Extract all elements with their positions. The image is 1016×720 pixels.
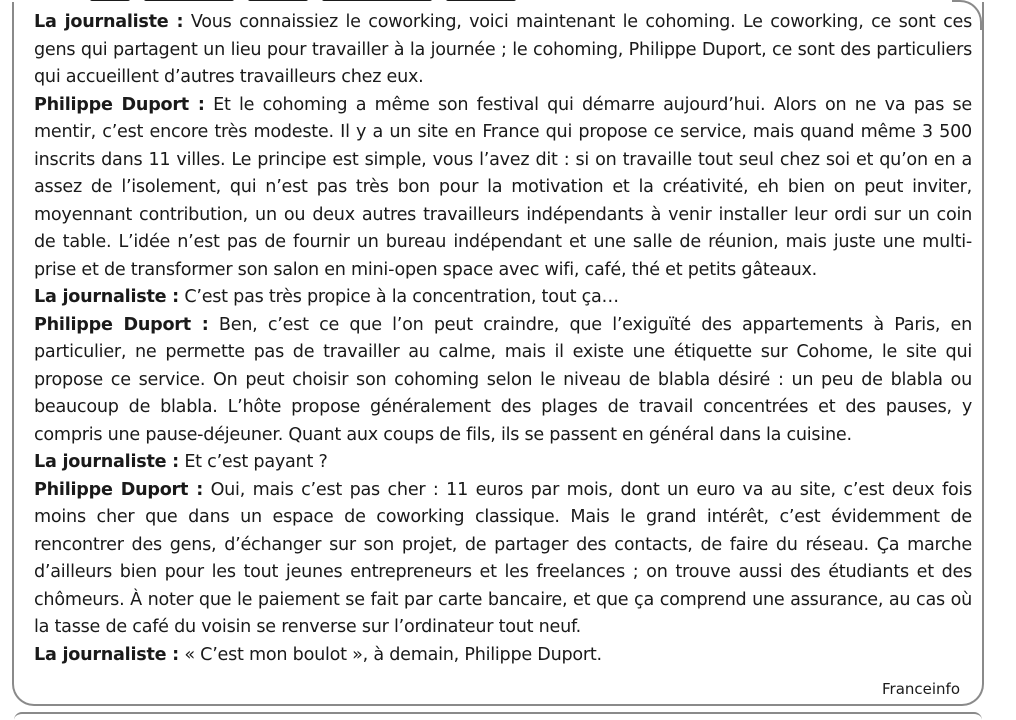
transcript-paragraph: [34, 312, 972, 450]
transcript-paragraph: [34, 449, 972, 477]
source-credit: Franceinfo: [881, 680, 960, 698]
speech-text: Vous connaissiez le coworking, voici maintenant le cohoming. Le coworking, ce sont ces gens qui partagent un lieu pour travailler à la journée ; le cohoming, Philippe Duport, ce sont des particuliers qui accueillent d’autres travailleurs chez eux.: [34, 12, 972, 87]
speech-text: Oui, mais c’est pas cher : 11 euros par mois, dont un euro va au site, c’est deux fois moins cher que dans un espace de coworking classique. Mais le grand intérêt, c’est évidemment de rencontrer des gens, d’échanger sur son projet, de partager des contacts, de faire du réseau. Ça marche d’ailleurs bien pour les tout jeunes entrepreneurs et les freelances ; on trouve aussi des étudiants et des chômeurs. À noter que le paiement se fait par carte bancaire, et que ça comprend une assurance, au cas où la tasse de café du voisin se renverse sur l’ordinateur tout neuf.: [34, 479, 973, 637]
speaker-label: La journaliste :: [34, 644, 179, 665]
next-frame-edge: [14, 712, 982, 720]
transcript-paragraph: [34, 477, 972, 642]
speaker-label: La journaliste :: [34, 452, 179, 472]
speaker-label: La journaliste :: [34, 12, 184, 32]
speech-text: « C’est mon boulot », à demain, Philippe Duport.: [184, 644, 602, 665]
transcript-paragraph: [34, 9, 972, 92]
speech-text: Et c’est payant ?: [184, 452, 328, 472]
transcript-paragraph: [34, 284, 972, 312]
transcript: [34, 9, 972, 669]
speaker-label: Philippe Duport :: [34, 314, 209, 335]
speech-text: C’est pas très propice à la concentration, tout ça…: [184, 287, 619, 307]
speaker-label: La journaliste :: [34, 287, 179, 307]
speaker-label: Philippe Duport :: [34, 479, 203, 500]
transcript-paragraph: [34, 92, 972, 285]
speech-text: Ben, c’est ce que l’on peut craindre, que l’exiguïté des appartements à Paris, en particulier, ne permette pas de travailler au calme, mais il existe une étiquette sur Cohome, le site qui propose ce service. On peut choisir son cohoming selon le niveau de blabla désiré : un peu de blabla ou beaucoup de blabla. L’hôte propose généralement des plages de travail concentrées et des pauses, y compris une pause-déjeuner. Quant aux coups de fils, ils se passent en général dans la cuisine.: [34, 314, 973, 445]
transcript-paragraph: [34, 642, 972, 670]
speech-text: Et le cohoming a même son festival qui démarre aujourd’hui. Alors on ne va pas se mentir, c’est encore très modeste. Il y a un site en France qui propose ce service, mais quand même 3 500 inscrits dans 11 villes. Le principe est simple, vous l’avez dit : si on travaille tout seul chez soi et qu’on en a assez de l’isolement, qui n’est pas très bon pour la motivation et la créativité, eh bien on peut inviter, moyennant contribution, un ou deux autres travailleurs indépendants à venir installer leur ordi sur un coin de table. L’idée n’est pas de fournir un bureau indépendant et une salle de réunion, mais juste une multi-prise et de transformer son salon en mini-open space avec wifi, café, thé et petits gâteaux.: [34, 94, 972, 280]
speaker-label: Philippe Duport :: [34, 94, 205, 115]
